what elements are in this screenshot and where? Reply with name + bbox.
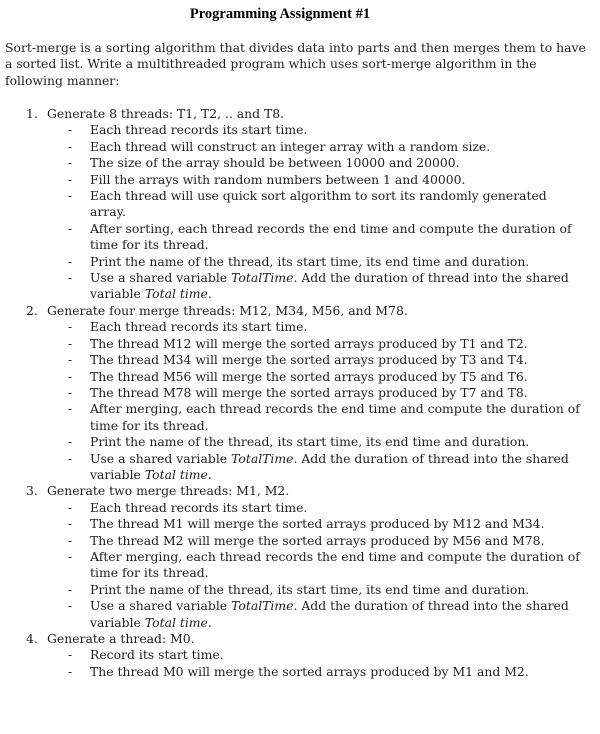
bullet-dash: - (68, 335, 73, 351)
step-heading-text: Generate a thread: M0. (47, 631, 195, 646)
bullet-text: Fill the arrays with random numbers between 1 and 40000. (90, 171, 466, 187)
bullet-dash: - (68, 647, 73, 663)
bullet-dash: - (68, 499, 73, 515)
bullet-item (0, 500, 600, 516)
bullet-item (0, 401, 600, 417)
step-heading (0, 483, 600, 499)
bullet-text: . Add the duration of thread into the shared (293, 270, 569, 286)
bullet-text: . (207, 466, 212, 482)
intro-line: a sorted list. Write a multithreaded program which uses sort-merge algorithm in the (5, 56, 537, 72)
bullet-item (0, 254, 600, 270)
shared-variable-name: TotalTime (231, 270, 294, 286)
bullet-item (0, 598, 600, 614)
bullet-text: The thread M0 will merge the sorted arrays produced by M1 and M2. (90, 663, 529, 679)
step-heading (0, 106, 600, 122)
steps-list (0, 106, 600, 680)
bullet-dash: - (68, 253, 73, 269)
step-heading (0, 303, 600, 319)
bullet-item (0, 369, 600, 385)
step-number: 1. (26, 106, 38, 121)
bullet-item (0, 385, 600, 401)
bullet-item (0, 549, 600, 565)
intro-paragraph (5, 40, 586, 89)
intro-line: following manner: (5, 72, 120, 88)
bullet-text: Record its start time. (90, 647, 224, 663)
bullet-text: The thread M12 will merge the sorted arrays produced by T1 and T2. (90, 335, 528, 351)
bullet-text: variable (90, 614, 145, 630)
bullet-continuation (0, 467, 600, 483)
bullet-dash: - (68, 384, 73, 400)
bullet-item (0, 582, 600, 598)
bullet-text: The thread M1 will merge the sorted arrays produced by M12 and M34. (90, 516, 545, 532)
bullet-item (0, 319, 600, 335)
step-number: 2. (26, 302, 38, 318)
document-title: Programming Assignment #1 (189, 6, 371, 22)
bullet-text: . Add the duration of thread into the shared (293, 450, 569, 466)
bullet-dash: - (68, 171, 73, 187)
bullet-text: variable (90, 286, 145, 302)
bullet-text: variable (90, 466, 145, 482)
bullet-item (0, 155, 600, 171)
bullet-text: After merging, each thread records the end time and compute the duration of (90, 401, 580, 417)
bullet-text: . (207, 614, 212, 630)
bullet-text: time for its thread. (90, 237, 209, 253)
bullet-text: Each thread records its start time. (90, 499, 308, 515)
bullet-item (0, 647, 600, 663)
shared-variable-name: Total time (144, 466, 208, 482)
bullet-text: Print the name of the thread, its start time, its end time and duration. (90, 253, 530, 269)
shared-variable-name: Total time (144, 286, 208, 302)
bullet-continuation (0, 204, 600, 220)
bullet-item (0, 172, 600, 188)
bullet-item (0, 188, 600, 204)
bullet-item (0, 533, 600, 549)
bullet-text: Use a shared variable (90, 450, 232, 466)
bullet-dash: - (68, 368, 73, 384)
bullet-text: Each thread records its start time. (90, 319, 308, 335)
bullet-text: Use a shared variable (90, 270, 232, 286)
step-item (0, 631, 600, 680)
step-item (0, 483, 600, 631)
bullet-continuation (0, 615, 600, 631)
bullet-text: Each thread will construct an integer array with a random size. (90, 138, 491, 154)
bullet-dash: - (68, 450, 73, 466)
bullet-item (0, 122, 600, 138)
bullet-text: The thread M2 will merge the sorted arrays produced by M56 and M78. (90, 532, 545, 548)
step-heading-text: Generate 8 threads: T1, T2, .. and T8. (47, 106, 285, 121)
step-item (0, 303, 600, 483)
bullet-continuation (0, 565, 600, 581)
bullet-item (0, 451, 600, 467)
bullet-text: The thread M78 will merge the sorted arrays produced by T7 and T8. (90, 384, 528, 400)
bullet-text: After sorting, each thread records the end time and compute the duration of (90, 220, 572, 236)
bullet-dash: - (68, 319, 73, 335)
bullet-continuation (0, 418, 600, 434)
bullet-item (0, 664, 600, 680)
bullet-item (0, 516, 600, 532)
bullet-text: Each thread will use quick sort algorithm to sort its randomly generated (90, 188, 547, 204)
step-item (0, 106, 600, 303)
bullet-dash: - (68, 138, 73, 154)
bullet-dash: - (68, 581, 73, 597)
bullet-text: array. (90, 204, 126, 220)
bullet-text: Print the name of the thread, its start time, its end time and duration. (90, 581, 530, 597)
bullet-text: Each thread records its start time. (90, 122, 308, 138)
bullet-dash: - (68, 155, 73, 171)
bullet-dash: - (68, 352, 73, 368)
bullet-dash: - (68, 516, 73, 532)
bullet-text: The thread M34 will merge the sorted arrays produced by T3 and T4. (90, 352, 528, 368)
bullet-text: The thread M56 will merge the sorted arrays produced by T5 and T6. (90, 368, 528, 384)
bullet-text: After merging, each thread records the end time and compute the duration of (90, 548, 580, 564)
bullet-continuation (0, 286, 600, 302)
shared-variable-name: TotalTime (231, 598, 294, 614)
bullet-item (0, 270, 600, 286)
bullet-dash: - (68, 532, 73, 548)
shared-variable-name: TotalTime (231, 450, 294, 466)
bullet-item (0, 352, 600, 368)
step-heading-text: Generate four merge threads: M12, M34, M56, and M78. (47, 302, 408, 318)
bullet-text: The size of the array should be between 10000 and 20000. (90, 155, 460, 171)
step-number: 4. (26, 631, 38, 646)
bullet-text: time for its thread. (90, 565, 209, 581)
bullet-dash: - (68, 548, 73, 564)
bullet-dash: - (68, 663, 73, 679)
bullet-continuation (0, 237, 600, 253)
intro-line: Sort-merge is a sorting algorithm that divides data into parts and then merges them to have (5, 40, 586, 55)
bullet-text: time for its thread. (90, 417, 209, 433)
bullet-dash: - (68, 434, 73, 450)
bullet-dash: - (68, 401, 73, 417)
bullet-text: Use a shared variable (90, 598, 232, 614)
bullet-dash: - (68, 220, 73, 236)
bullet-item (0, 434, 600, 450)
shared-variable-name: Total time (144, 614, 208, 630)
step-heading-text: Generate two merge threads: M1, M2. (47, 483, 290, 499)
bullet-item (0, 336, 600, 352)
step-number: 3. (26, 483, 38, 499)
bullet-text: Print the name of the thread, its start time, its end time and duration. (90, 434, 530, 450)
step-heading (0, 631, 600, 647)
bullet-text: . Add the duration of thread into the shared (293, 598, 569, 614)
bullet-dash: - (68, 270, 73, 286)
bullet-text: . (207, 286, 212, 302)
bullet-dash: - (68, 598, 73, 614)
bullet-dash: - (68, 122, 73, 138)
bullet-item (0, 221, 600, 237)
bullet-item (0, 139, 600, 155)
bullet-dash: - (68, 188, 73, 204)
